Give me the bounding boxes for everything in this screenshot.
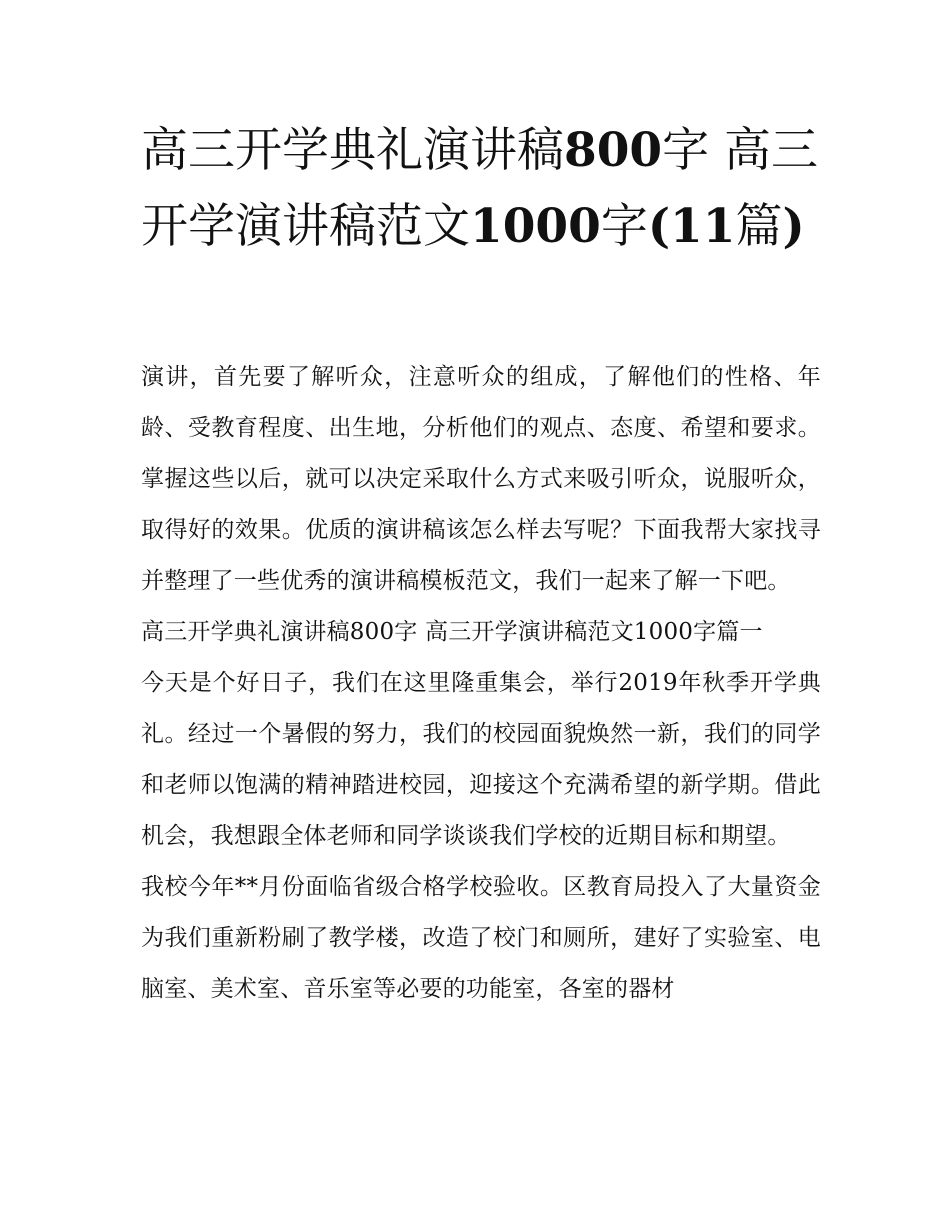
document-title: 高三开学典礼演讲稿800字 高三开学演讲稿范文1000字(11篇)	[141, 123, 819, 254]
body-paragraph: 今天是个好日子，我们在这里隆重集会，举行2019年秋季开学典礼。经过一个暑假的努力，我们的校园面貌焕然一新，我们的同学和老师以饱满的精神踏进校园，迎接这个充满希望的新学期。借此机会，我想跟全体老师和同学谈谈我们学校的近期目标和期望。	[141, 670, 821, 849]
intro-paragraph: 演讲，首先要了解听众，注意听众的组成，了解他们的性格、年龄、受教育程度、出生地，分析他们的观点、态度、希望和要求。掌握这些以后，就可以决定采取什么方式来吸引听众，说服听众，取得好的效果。优质的演讲稿该怎么样去写呢？下面我帮大家找寻并整理了一些优秀的演讲稿模板范文，我们一起来了解一下吧。	[141, 364, 821, 594]
document-body	[141, 352, 821, 1015]
body-paragraph: 我校今年**月份面临省级合格学校验收。区教育局投入了大量资金为我们重新粉刷了教学楼，改造了校门和厕所，建好了实验室、电脑室、美术室、音乐室等必要的功能室，各室的器材	[141, 874, 821, 1002]
section-heading: 高三开学典礼演讲稿800字 高三开学演讲稿范文1000字篇一	[141, 619, 763, 645]
